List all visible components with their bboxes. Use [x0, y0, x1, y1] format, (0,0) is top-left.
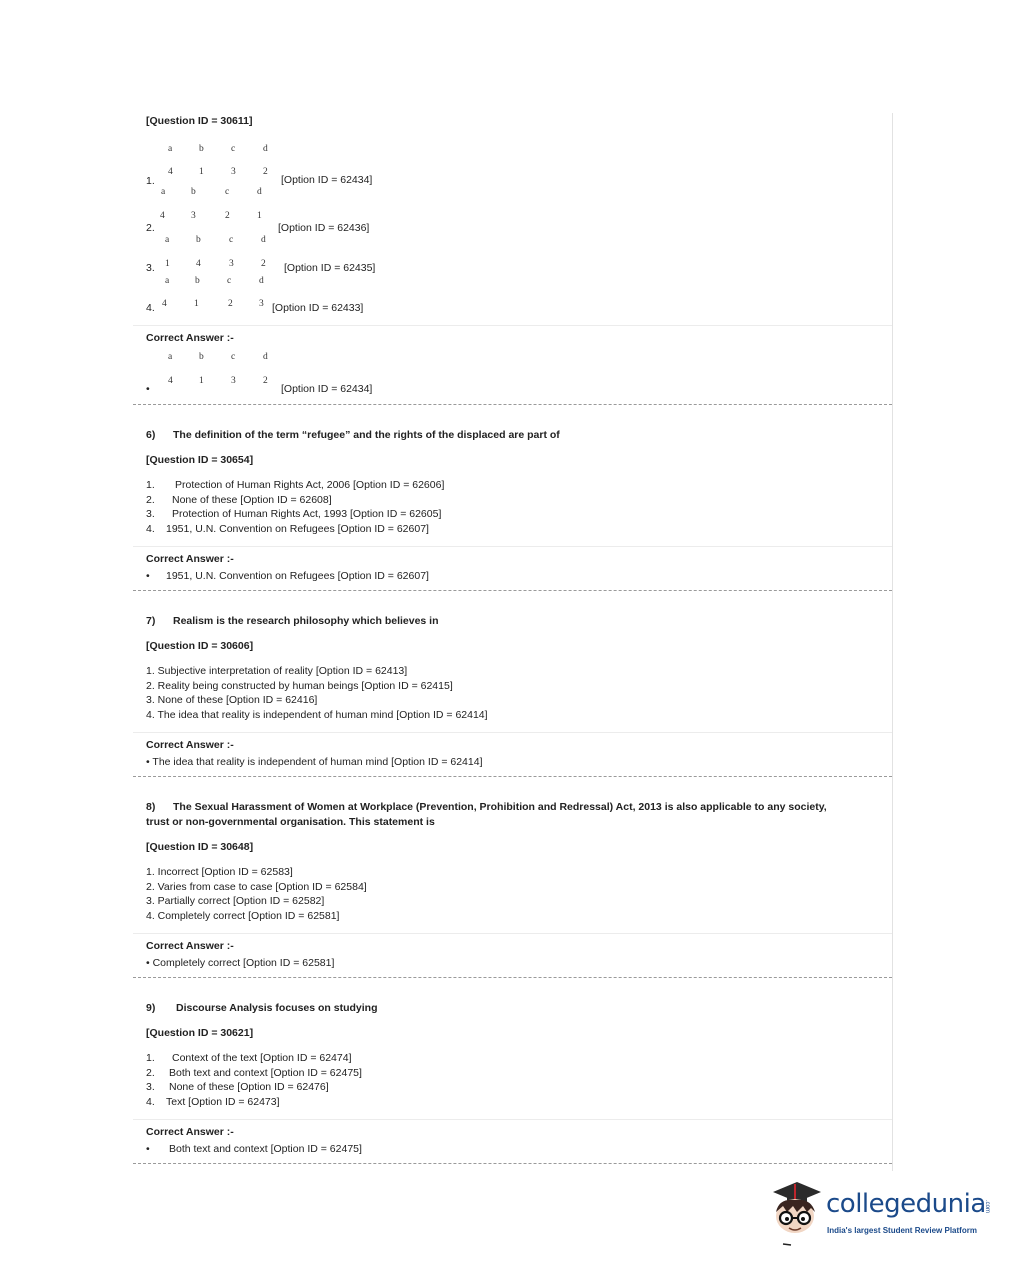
matrix-value: 1 [257, 211, 262, 221]
option-number: 3. [146, 508, 155, 520]
question-number: 6) [146, 429, 156, 441]
option-id: [Option ID = 62433] [272, 302, 364, 314]
option-number: 3. [146, 262, 155, 274]
option-text: 1. Subjective interpretation of reality [Option ID = 62413] [146, 665, 408, 677]
matrix-value: 2 [261, 259, 266, 269]
matrix-value: 3 [259, 299, 264, 309]
option-text: 3. Partially correct [Option ID = 62582] [146, 895, 325, 907]
matrix-letter: d [263, 144, 268, 154]
option-number: 2. [146, 494, 155, 506]
divider [133, 325, 892, 326]
matrix-letter: c [231, 352, 236, 362]
option-number: 4. [146, 1096, 155, 1108]
question-text: Discourse Analysis focuses on studying [176, 1002, 378, 1014]
correct-answer-text: • The idea that reality is independent of human mind [Option ID = 62414] [146, 756, 483, 768]
matrix-value: 1 [199, 167, 204, 177]
section-divider [133, 590, 892, 591]
option-text: None of these [Option ID = 62476] [169, 1081, 329, 1093]
divider [133, 732, 892, 733]
question-text: The Sexual Harassment of Women at Workplace (Prevention, Prohibition and Redressal) Act, 2013 is also applicable to any society, [173, 801, 827, 813]
matrix-value: 3 [229, 259, 234, 269]
option-number: 1. [146, 479, 155, 491]
logo-wordmark: collegedunia [826, 1189, 986, 1219]
section-divider [133, 776, 892, 777]
option-number: 3. [146, 1081, 155, 1093]
matrix-letter: c [229, 235, 234, 245]
divider [133, 1119, 892, 1120]
matrix-letter: d [259, 276, 264, 286]
correct-answer-text: Both text and context [Option ID = 62475] [169, 1143, 362, 1155]
matrix-letter: a [168, 352, 173, 362]
question-id: [Question ID = 30606] [146, 640, 254, 652]
option-text: 3. None of these [Option ID = 62416] [146, 694, 318, 706]
matrix-value: 4 [160, 211, 165, 221]
section-divider [133, 404, 892, 405]
matrix-value: 4 [162, 299, 167, 309]
matrix-letter: c [227, 276, 232, 286]
option-text: Protection of Human Rights Act, 1993 [Option ID = 62605] [172, 508, 442, 520]
option-id: [Option ID = 62436] [278, 222, 370, 234]
option-number: 1. [146, 175, 155, 187]
option-text: 2. Reality being constructed by human beings [Option ID = 62415] [146, 680, 453, 692]
matrix-letter: b [191, 187, 196, 197]
bullet: • [146, 1143, 150, 1155]
option-text: Context of the text [Option ID = 62474] [172, 1052, 352, 1064]
correct-answer-label: Correct Answer :- [146, 739, 234, 751]
option-text: Protection of Human Rights Act, 2006 [Option ID = 62606] [175, 479, 445, 491]
correct-answer-label: Correct Answer :- [146, 332, 234, 344]
matrix-letter: a [165, 276, 170, 286]
correct-answer-label: Correct Answer :- [146, 1126, 234, 1138]
matrix-value: 1 [199, 376, 204, 386]
option-text: 4. The idea that reality is independent of human mind [Option ID = 62414] [146, 709, 488, 721]
question-text: The definition of the term “refugee” and the rights of the displaced are part of [173, 429, 560, 441]
matrix-letter: d [263, 352, 268, 362]
option-text: Both text and context [Option ID = 62475] [169, 1067, 362, 1079]
question-id: [Question ID = 30621] [146, 1027, 254, 1039]
option-number: 4. [146, 302, 155, 314]
matrix-letter: a [161, 187, 166, 197]
option-text: Text [Option ID = 62473] [166, 1096, 280, 1108]
matrix-value: 2 [263, 167, 268, 177]
divider [133, 933, 892, 934]
option-number: 1. [146, 1052, 155, 1064]
matrix-letter: c [225, 187, 230, 197]
question-number: 7) [146, 615, 156, 627]
matrix-value: 2 [263, 376, 268, 386]
matrix-value: 4 [168, 167, 173, 177]
mascot-icon [765, 1178, 825, 1248]
bullet: • [146, 383, 150, 395]
option-number: 4. [146, 523, 155, 535]
bullet: • [146, 570, 150, 582]
option-id: [Option ID = 62434] [281, 174, 373, 186]
option-number: 2. [146, 1067, 155, 1079]
logo-tagline: India's largest Student Review Platform [827, 1226, 977, 1235]
option-text: 1. Incorrect [Option ID = 62583] [146, 866, 293, 878]
option-number: 2. [146, 222, 155, 234]
matrix-letter: d [257, 187, 262, 197]
correct-answer-label: Correct Answer :- [146, 940, 234, 952]
matrix-letter: a [165, 235, 170, 245]
question-text-cont: trust or non-governmental organisation. This statement is [146, 816, 435, 828]
question-paper [133, 113, 893, 1171]
matrix-value: 1 [165, 259, 170, 269]
matrix-letter: b [199, 352, 204, 362]
question-id: [Question ID = 30654] [146, 454, 254, 466]
divider [133, 546, 892, 547]
matrix-letter: d [261, 235, 266, 245]
matrix-letter: b [196, 235, 201, 245]
matrix-value: 2 [228, 299, 233, 309]
option-text: 4. Completely correct [Option ID = 62581] [146, 910, 340, 922]
matrix-value: 1 [194, 299, 199, 309]
option-text: 1951, U.N. Convention on Refugees [Option ID = 62607] [166, 523, 429, 535]
question-text: Realism is the research philosophy which believes in [173, 615, 439, 627]
section-divider [133, 977, 892, 978]
correct-answer-label: Correct Answer :- [146, 553, 234, 565]
question-number: 8) [146, 801, 156, 813]
matrix-value: 3 [191, 211, 196, 221]
collegedunia-logo [765, 1176, 995, 1256]
logo-domain: .com [984, 1200, 990, 1214]
option-text: None of these [Option ID = 62608] [172, 494, 332, 506]
question-id: [Question ID = 30611] [146, 115, 253, 127]
question-id: [Question ID = 30648] [146, 841, 254, 853]
matrix-value: 4 [196, 259, 201, 269]
matrix-letter: b [195, 276, 200, 286]
matrix-letter: a [168, 144, 173, 154]
option-text: 2. Varies from case to case [Option ID = 62584] [146, 881, 367, 893]
matrix-value: 3 [231, 376, 236, 386]
option-id: [Option ID = 62434] [281, 383, 373, 395]
matrix-letter: b [199, 144, 204, 154]
section-divider [133, 1163, 892, 1164]
option-id: [Option ID = 62435] [284, 262, 376, 274]
matrix-letter: c [231, 144, 236, 154]
matrix-value: 3 [231, 167, 236, 177]
matrix-value: 2 [225, 211, 230, 221]
question-number: 9) [146, 1002, 156, 1014]
correct-answer-text: 1951, U.N. Convention on Refugees [Option ID = 62607] [166, 570, 429, 582]
matrix-value: 4 [168, 376, 173, 386]
correct-answer-text: • Completely correct [Option ID = 62581] [146, 957, 335, 969]
